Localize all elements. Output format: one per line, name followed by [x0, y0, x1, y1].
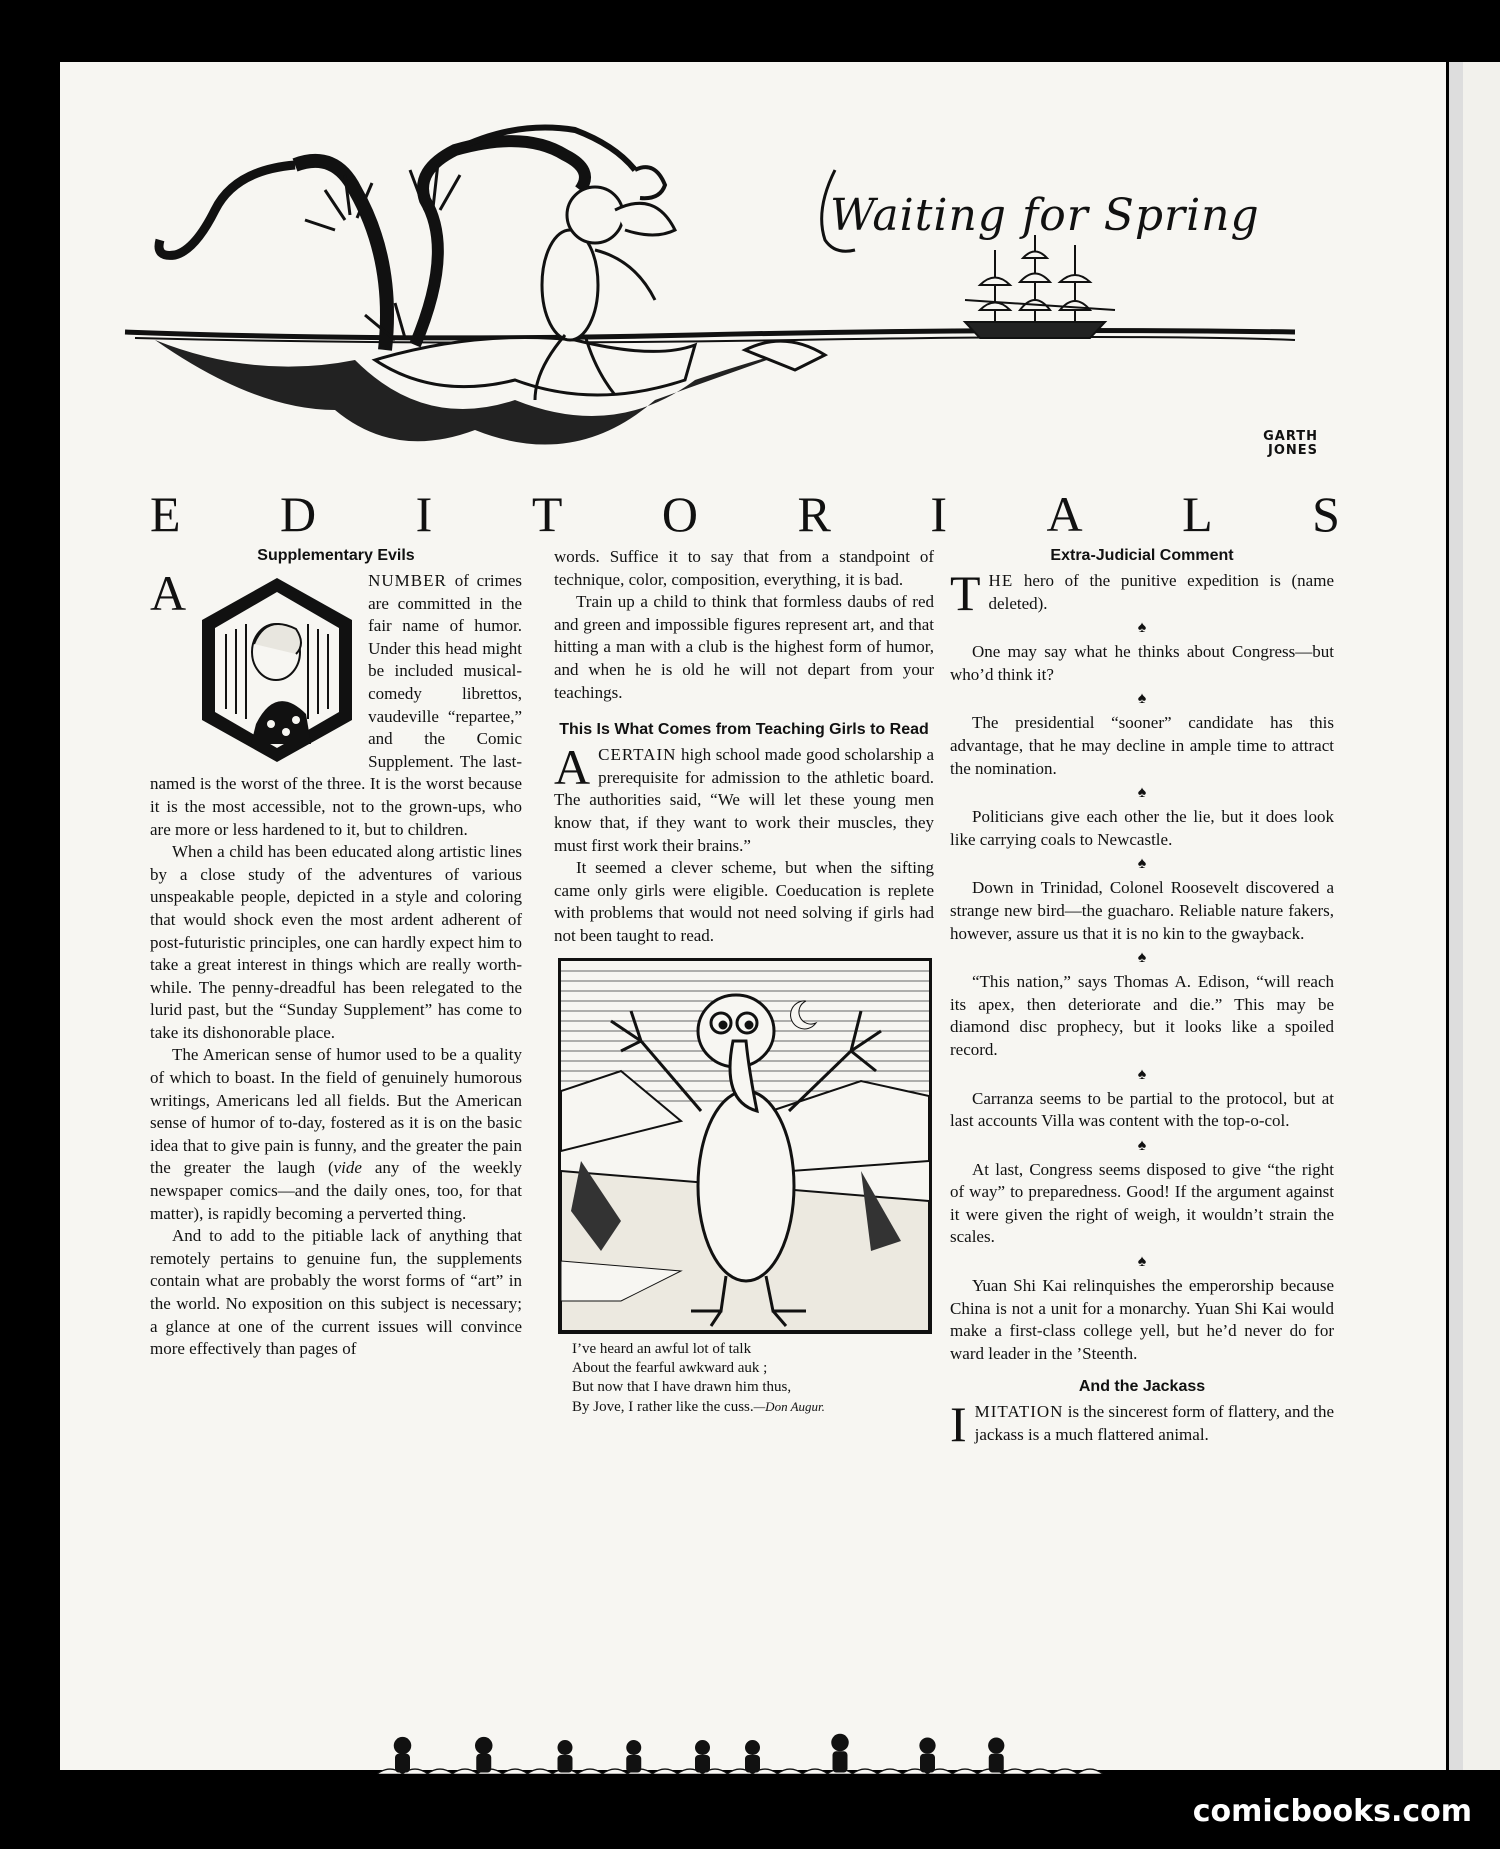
comment-item: The presidential “sooner” candidate has this advantage, that he may decline in ample time to attract the nomination.	[950, 713, 1334, 778]
article-paragraph: When a child has been educated along artistic lines by a close study of the adventures of various unspeakable people, depicted in a style and coloring that would shock even the most ardent adherent of post-futuristic principles, one can hardly expect him to take a great interest in things which are really worth-while. The penny-dreadful has been relegated to the lurid past, but the “Sunday Supplement” has come to take its dishonorable place.	[150, 842, 523, 1042]
masthead-letter: I	[415, 486, 433, 542]
masthead-letter: D	[280, 486, 317, 542]
watermark: comicbooks.com	[1192, 1794, 1472, 1829]
verse-text: By Jove, I rather like the cuss.	[572, 1398, 754, 1415]
article-paragraph	[150, 1044, 522, 1225]
portrait-illustration	[196, 574, 358, 766]
verse-caption	[572, 1340, 934, 1417]
spade-ornament-icon: ♠	[1137, 949, 1147, 967]
lead-word: NUMBER	[368, 571, 447, 590]
piper-figures	[394, 1734, 1005, 1773]
paragraph-text: of crimes are committed in the fair name of humor. Under this head might be included musical-comedy librettos, vaudeville “repartee,” and the Comic Supplement. The last-named is the worst of the three. It is the worst because it is the most accessible, not to the grown-ups, who are more or less hardened to it, but to children.	[150, 571, 522, 839]
spade-ornament-icon: ♠	[1137, 1065, 1147, 1083]
lead-word: CERTAIN	[598, 745, 677, 765]
column-2	[554, 546, 934, 1417]
comment-item: At last, Congress seems disposed to give “the right of way” to preparedness. Good! If the argument against it were given the right of weigh, it wouldn’t strain the scales.	[950, 1159, 1334, 1247]
masthead-letter: I	[930, 486, 947, 542]
drop-cap: A	[150, 565, 187, 621]
article-heading-supplementary-evils: Supplementary Evils	[257, 547, 415, 564]
spade-ornament-icon: ♠	[1137, 690, 1147, 708]
verse-line	[572, 1397, 934, 1417]
article-heading-and-the-jackass: And the Jackass	[1078, 1378, 1206, 1396]
spade-ornament-icon: ♠	[1137, 1253, 1147, 1271]
comment-item: Carranza seems to be partial to the protocol, but at last accounts Villa was content with the top-o-col.	[950, 1088, 1334, 1131]
verse-line: But now that I have drawn him thus,	[572, 1378, 792, 1395]
auk-cartoon	[558, 958, 932, 1334]
masthead-letter: S	[1312, 486, 1340, 542]
paragraph-text: The American sense of humor used to be a quality of which to boast. In the field of genuinely humorous writings, Americans led all fields. But the American sense of humor of to-day, fostered as it is on the basic idea that to give pain is funny, and the greater the pain the greater the laugh (	[150, 1045, 522, 1178]
masthead-letter: R	[797, 486, 831, 542]
verse-attribution: —Don Augur.	[753, 1398, 825, 1414]
header-illustration	[95, 110, 1335, 480]
article-paragraph	[554, 739, 935, 857]
comment-item: Down in Trinidad, Colonel Roosevelt discovered a strange new bird—the guacharo. Reliable nature fakers, however, assure us that it is no kin to the gwayback.	[950, 878, 1334, 943]
article-paragraph: It seemed a clever scheme, but when the sifting came only girls were eligible. Coeducation is replete with problems that would not need solving if girls had not been taught to read.	[554, 858, 934, 945]
verse-line: I’ve heard an awful lot of talk	[572, 1340, 752, 1357]
lead-word: HE	[988, 571, 1014, 590]
spade-ornament-icon: ♠	[1137, 619, 1147, 637]
masthead-letter: T	[531, 486, 563, 542]
paragraph-text: is the sincerest form of flattery, and the jackass is a much flattered animal.	[974, 1402, 1334, 1445]
column-3	[950, 546, 1334, 1453]
signature-line-1: GARTH	[1263, 429, 1318, 444]
drop-cap: T	[950, 565, 981, 621]
spade-ornament-icon: ♠	[1137, 1136, 1147, 1154]
paragraph-text: high school made good scholarship a prerequisite for admission to the athletic board. The authorities said, “We will let these young men know that, if they want to work their muscles, they must first work their brains.”	[554, 745, 935, 855]
article-paragraph: words. Suffice it to say that from a standpoint of technique, color, composition, everything, it is bad.	[554, 547, 934, 589]
verse-line: About the fearful awkward auk ;	[572, 1359, 768, 1376]
footer-pipers-border	[140, 1730, 1340, 1830]
comment-item: Yuan Shi Kai relinquishes the emperorship because China is not a unit for a monarchy. Yuan Shi Kai would make a first-class college yell, but he’d never do for ward leader in the ’Steenth.	[950, 1276, 1334, 1363]
lead-word: MITATION	[974, 1402, 1064, 1422]
comment-item: “This nation,” says Thomas A. Edison, “will reach its apex, then deteriorate and die.” This may be diamond disc prophecy, but it looks like a spoiled record.	[950, 972, 1334, 1059]
masthead-letter: E	[150, 486, 181, 542]
masthead-editorials	[150, 486, 1340, 542]
drop-cap: A	[554, 739, 591, 796]
spade-ornament-icon: ♠	[1137, 784, 1147, 802]
comment-item: Politicians give each other the lie, but it does look like carrying coals to Newcastle.	[950, 807, 1334, 849]
masthead-letter: A	[1046, 486, 1083, 542]
header-script-title: Waiting for Spring	[830, 190, 1260, 241]
comment-item: One may say what he thinks about Congress—but who’d think it?	[950, 642, 1334, 684]
italic-word: vide	[333, 1158, 362, 1178]
article-paragraph	[950, 565, 1334, 621]
article-paragraph: Train up a child to think that formless daubs of red and green and impossible figures represent art, and that hitting a man with a club is the highest form of humor, and when he is old he will not depart from your teachings.	[554, 592, 934, 702]
article-heading-teaching-girls: This Is What Comes from Teaching Girls to Read	[559, 721, 929, 739]
sailing-ship	[965, 235, 1115, 338]
masthead-letter: L	[1182, 486, 1213, 542]
spade-ornament-icon: ♠	[1137, 855, 1147, 873]
paragraph-text: hero of the punitive expedition is (name deleted).	[988, 571, 1334, 613]
masthead-letter: O	[661, 486, 698, 542]
paragraph-text: any of the weekly newspaper comics—and the daily ones, too, for that matter), is rapidly becoming a perverted thing.	[150, 1158, 522, 1223]
article-paragraph	[150, 565, 522, 841]
facing-page-edge	[1463, 62, 1500, 1770]
signature-line-2: JONES	[1267, 443, 1318, 458]
drop-cap: I	[950, 1396, 967, 1453]
article-paragraph: And to add to the pitiable lack of anything that remotely pertains to genuine fun, the supplements contain what are probably the worst forms of “art” in the world. No exposition on this subject is necessary; a glance at one of the current issues will convince more effectively than pages of	[150, 1226, 522, 1359]
article-heading-extra-judicial-comment: Extra-Judicial Comment	[1050, 547, 1234, 564]
artist-signature	[1238, 430, 1318, 458]
article-paragraph	[950, 1396, 1334, 1453]
page-gutter	[1449, 62, 1463, 1770]
column-1	[150, 546, 522, 1361]
